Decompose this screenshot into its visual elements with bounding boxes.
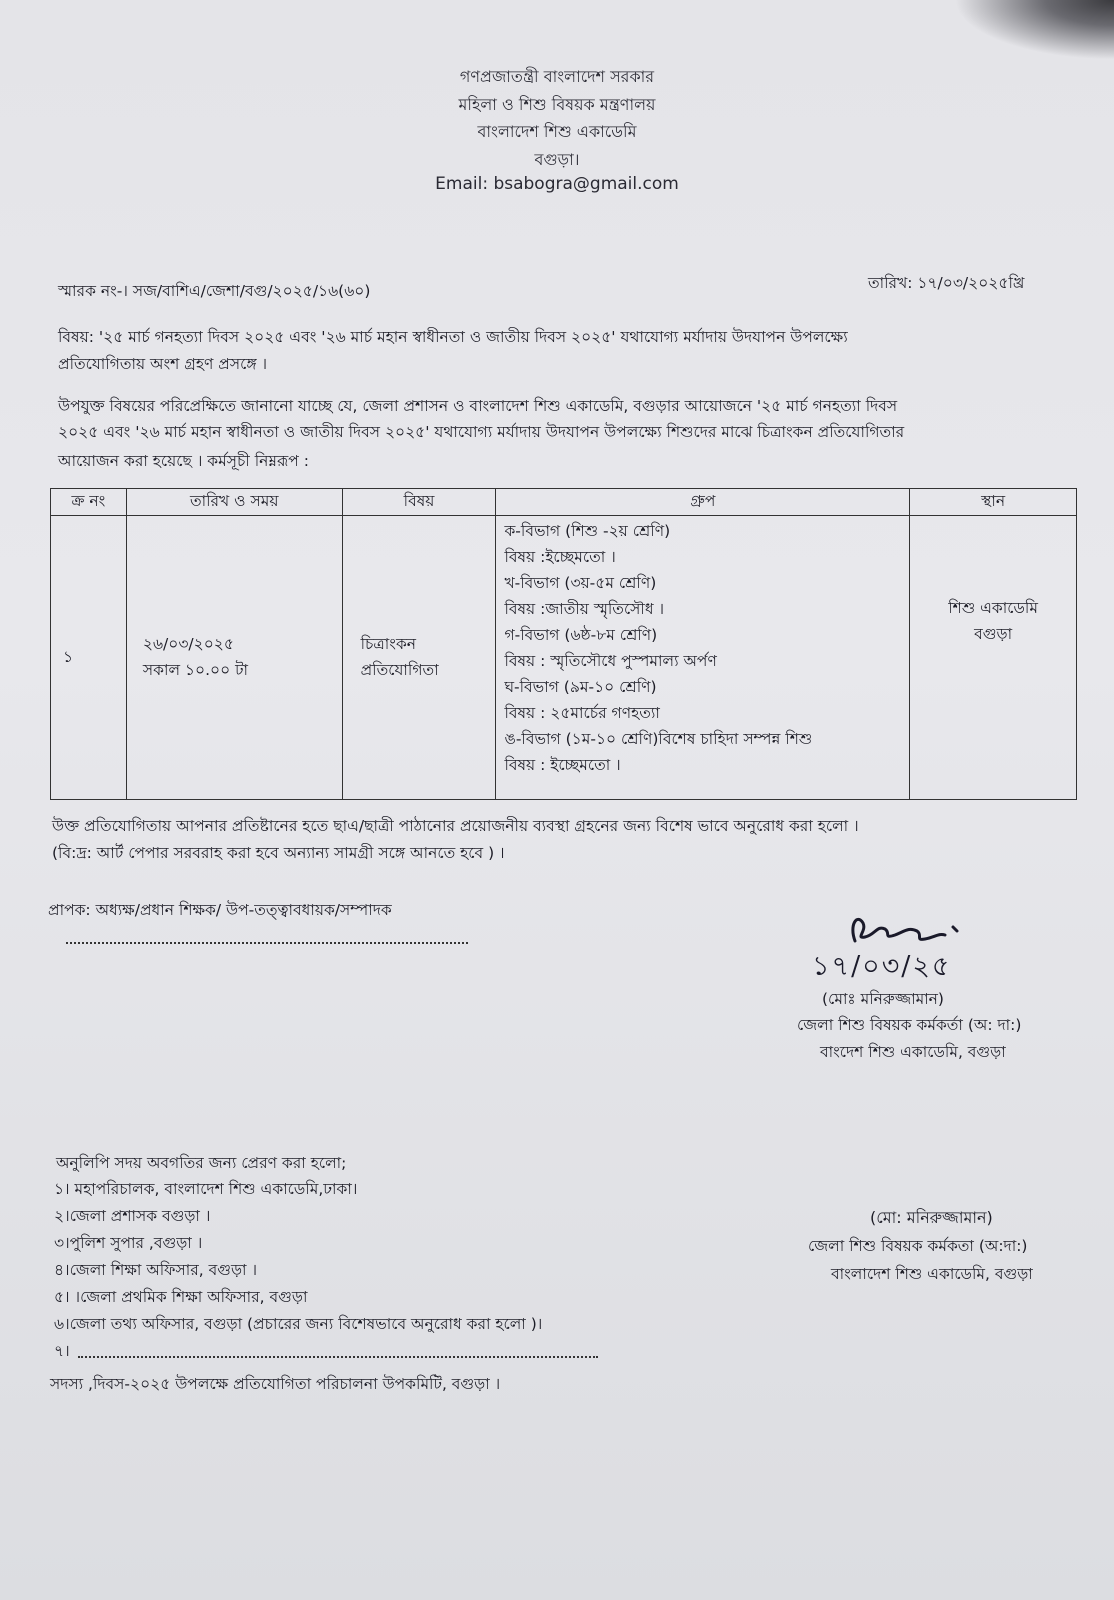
cell-time: সকাল ১০.০০ টা [142, 660, 249, 679]
col-header-venue: স্থান [910, 489, 1077, 516]
header-line-government: গণপ্রজাতন্ত্রী বাংলাদেশ সরকার [459, 67, 655, 86]
group-line: বিষয় :জাতীয় স্মৃতিসৌধ । [504, 600, 664, 618]
header-email: Email: bsabogra@gmail.com [435, 174, 679, 194]
group-line: ঘ-বিভাগ (৯ম-১০ শ্রেণি) [504, 678, 657, 696]
body-line-2: ২০২৫ এবং '২৬ মার্চ মহান স্বাধীনতা ও জাতীয় দিবস ২০২৫' যথাযোগ্য মর্যাদায় উদযাপন উপলক্ষ্যে শিশুদের মাঝে চিত্রাংকন প্রতিযোগিতার [58, 423, 905, 441]
col-header-group: গ্রুপ [496, 489, 910, 516]
signatory-1-designation: জেলা শিশু বিষয়ক কর্মকর্তা (অ: দা:) [797, 1016, 1022, 1034]
copy-item: ১। মহাপরিচালক, বাংলাদেশ শিশু একাডেমি,ঢাকা। [54, 1180, 358, 1198]
cell-datetime [126, 516, 342, 800]
signatory-2-name: (মো: মনিরুজ্জামান) [870, 1208, 993, 1227]
signatory-1-name: (মোঃ মনিরুজ্জামান) [822, 990, 944, 1008]
copy-item: ৭। [54, 1342, 70, 1360]
cell-topic-line-2: প্রতিযোগিতা [360, 660, 439, 679]
cell-topic [342, 516, 496, 800]
signatory-2-organization: বাংলাদেশ শিশু একাডেমি, বগুড়া [831, 1265, 1033, 1283]
copies-last-line: সদস্য ,দিবস-২০২৫ উপলক্ষে প্রতিযোগিতা পরিচালনা উপকমিটি, বগুড়া । [50, 1375, 501, 1393]
copy-item-dotted-line [78, 1356, 598, 1358]
cell-venue-line-1: শিশু একাডেমি [948, 599, 1038, 617]
recipient-dotted-line [66, 942, 468, 944]
group-line: ক-বিভাগ (শিশু -২য় শ্রেণি) [504, 522, 671, 540]
body-line-1: উপযুক্ত বিষয়ের পরিপ্রেক্ষিতে জানানো যাচ্ছে যে, জেলা প্রশাসন ও বাংলাদেশ শিশু একাডেমি, বগুড়ার আয়োজনে '২৫ মার্চ গনহত্যা দিবস [58, 397, 898, 415]
cell-venue [910, 516, 1077, 800]
request-line-1: উক্ত প্রতিযোগিতায় আপনার প্রতিষ্টানের হতে ছাএ/ছাত্রী পাঠানোর প্রয়োজনীয় ব্যবস্থা গ্রহনের জন্য বিশেষ ভাবে অনুরোধ করা হলো । [52, 817, 859, 835]
memo-reference: স্মারক নং-। সজ/বাশিএ/জেশা/বগু/২০২৫/১৬(৬০) [58, 282, 371, 300]
copies-intro: অনুলিপি সদয় অবগতির জন্য প্রেরণ করা হলো; [56, 1154, 347, 1172]
subject-line-2: প্রতিযোগিতায় অংশ গ্রহণ প্রসঙ্গে । [58, 355, 268, 373]
header-line-city: বগুড়া। [534, 150, 580, 169]
group-line: খ-বিভাগ (৩য়-৫ম শ্রেণি) [504, 574, 657, 592]
copy-item: ৪।জেলা শিক্ষা অফিসার, বগুড়া । [54, 1261, 258, 1279]
signatory-2-designation: জেলা শিশু বিষয়ক কর্মকতা (অ:দা:) [808, 1237, 1028, 1255]
copy-item: ৩।পুলিশ সুপার ,বগুড়া । [54, 1234, 203, 1252]
col-header-topic: বিষয় [342, 489, 496, 516]
subject-line-1: বিষয়: '২৫ মার্চ গনহত্যা দিবস ২০২৫ এবং '২৬ মার্চ মহান স্বাধীনতা ও জাতীয় দিবস ২০২৫' যথাযোগ্য মর্যাদায় উদযাপন উপলক্ষ্যে [58, 328, 848, 346]
group-line: বিষয় : স্মৃতিসৌধে পুস্পমাল্য অর্পণ [504, 652, 717, 670]
header-line-academy: বাংলাদেশ শিশু একাডেমি [477, 122, 637, 141]
group-line: গ-বিভাগ (৬ষ্ঠ-৮ম শ্রেণি) [504, 626, 658, 644]
cell-groups [496, 516, 910, 800]
copy-item: ২।জেলা প্রশাসক বগুড়া । [54, 1207, 211, 1225]
body-line-3: আয়োজন করা হয়েছে । কর্মসূচী নিম্নরূপ : [58, 452, 309, 470]
cell-topic-line-1: চিত্রাংকন [360, 634, 417, 653]
handwritten-date: ১৭/০৩/২৫ [812, 951, 952, 982]
group-line: ঙ-বিভাগ (১ম-১০ শ্রেণি)বিশেষ চাহিদা সম্পন্ন শিশু [504, 730, 813, 748]
request-line-2: (বি:দ্র: আর্ট পেপার সরবরাহ করা হবে অন্যান্য সামগ্রী সঙ্গে আনতে হবে ) । [52, 844, 505, 862]
header-line-ministry: মহিলা ও শিশু বিষয়ক মন্ত্রণালয় [458, 95, 656, 114]
col-header-serial: ক্র নং [51, 489, 127, 516]
schedule-table [50, 488, 1077, 800]
memo-date: তারিখ: ১৭/০৩/২০২৫খ্রি [868, 274, 1025, 292]
group-line: বিষয় :ইচ্ছেমতো । [504, 548, 616, 566]
photo-shadow [954, 0, 1114, 60]
signatory-1-organization: বাংদেশ শিশু একাডেমি, বগুড়া [820, 1043, 1006, 1061]
cell-date: ২৬/০৩/২০২৫ [142, 634, 234, 653]
cell-venue-line-2: বগুড়া [974, 625, 1013, 643]
cell-serial: ১ [51, 516, 127, 800]
copy-item: ৫। ।জেলা প্রথমিক শিক্ষা অফিসার, বগুড়া [54, 1288, 308, 1306]
table-header-row [51, 489, 1077, 516]
copy-item: ৬।জেলা তথ্য অফিসার, বগুড়া (প্রচারের জন্য বিশেষভাবে অনুরোধ করা হলো )। [54, 1315, 543, 1333]
col-header-datetime: তারিখ ও সময় [126, 489, 342, 516]
table-row [51, 516, 1077, 800]
group-line: বিষয় : ইচ্ছেমতো । [504, 756, 621, 774]
recipient-line: প্রাপক: অধ্যক্ষ/প্রধান শিক্ষক/ উপ-তত্ত্বাবধায়ক/সম্পাদক [48, 901, 392, 919]
group-line: বিষয় : ২৫মার্চের গণহত্যা [504, 704, 660, 722]
